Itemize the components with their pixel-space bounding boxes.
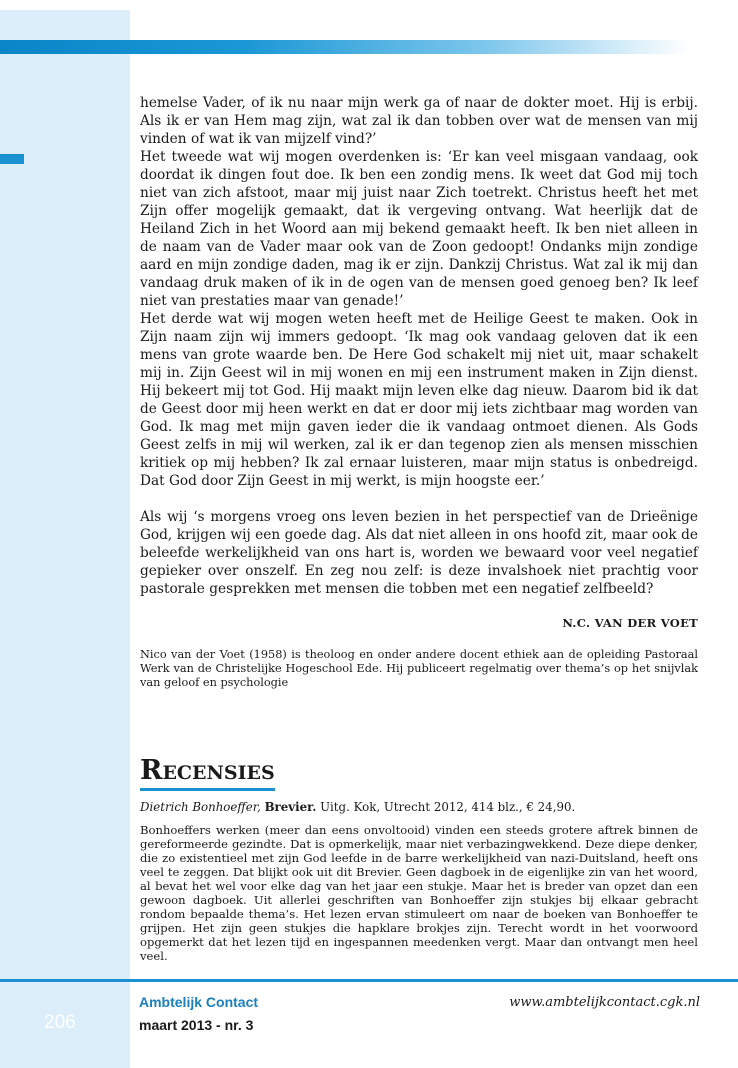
article-paragraph: Het tweede wat wij mogen overdenken is: ‘Er kan veel misgaan vandaag, ook doordat ik dingen fout doe. Ik ben een zondig mens. Ik weet dat God mij toch niet van zich afstoot, maar mij juist naar Zich toetrekt. Christus heeft het met Zijn offer mogelijk gemaakt, dat ik vergeving ontvang. Wat heerlijk dat de Heiland Zich in het Woord aan mij bekend gemaakt heeft. Ik ben niet alleen in de naam van de Vader maar ook van de Zoon gedoopt! Ondanks mijn zondige aard en mijn zondige daden, mag ik er zijn. Dankzij Christus. Wat zal ik mij dan vandaag druk maken of ik in de ogen van de mensen goed genoeg ben? Ik leef niet van prestaties maar van genade!’ — [140, 149, 698, 309]
sidebar-panel — [0, 10, 130, 1068]
book-details: Uitg. Kok, Utrecht 2012, 414 blz., € 24,90. — [320, 800, 576, 814]
book-reference — [140, 799, 698, 815]
footer-divider — [0, 979, 738, 982]
article-body — [140, 94, 698, 690]
reviews-section — [140, 754, 698, 963]
article-paragraph: Als wij ‘s morgens vroeg ons leven bezien in het perspectief van de Drieënige God, krijgen wij een goede dag. Als dat niet alleen in ons hoofd zit, maar ook de beleefde werkelijkheid van ons hart is, worden we bewaard voor veel negatief gepieker over onszelf. En zeg nou zelf: is deze invalshoek niet prachtig voor pastorale gesprekken met mensen die tobben met een negatief zelfbeeld? — [140, 509, 698, 597]
reviews-heading: Recensies — [140, 754, 275, 791]
book-title: Brevier. — [264, 800, 317, 814]
article-paragraph: hemelse Vader, of ik nu naar mijn werk ga of naar de dokter moet. Hij is erbij. Als ik er van Hem mag zijn, wat zal ik dan tobben over wat de mensen van mij vinden of wat ik van mijzelf vind?’ — [140, 95, 698, 147]
issue-label: maart 2013 - nr. 3 — [139, 1017, 254, 1033]
website-link[interactable]: www.ambtelijkcontact.cgk.nl — [509, 995, 700, 1010]
article-author: N.C. VAN DER VOET — [562, 616, 698, 630]
sidebar-marker — [0, 154, 24, 164]
review-text: Bonhoeffers werken (meer dan eens onvoltooid) vinden een steeds grotere aftrek binnen de gereformeerde gezindte. Dat is opmerkelijk, maar niet verbazingwekkend. Deze diepe denker, die zo existentieel met zijn God leefde in de barre werkelijkheid van nazi-Duitsland, heeft ons veel te zeggen. Dat blijkt ook uit dit Brevier. Geen dagboek in de eigenlijke zin van het woord, al bevat het wel voor elke dag van het jaar een stukje. Maar het is breder van opzet dan een gewoon dagboek. Uit allerlei geschriften van Bonhoeffer zijn stukjes bij elkaar gebracht rondom bepaalde thema’s. Het lezen ervan stimuleert om naar de boeken van Bonhoeffer te grijpen. Het zijn geen stukjes die hapklare brokjes zijn. Terecht wordt in het voorwoord opgemerkt dat het lezen tijd en ingespannen meedenken vergt. Maar dan ontvangt men heel veel. — [140, 823, 698, 963]
magazine-title: Ambtelijk Contact — [139, 994, 259, 1010]
book-author: Dietrich Bonhoeffer, — [140, 800, 261, 814]
article-paragraph: Het derde wat wij mogen weten heeft met de Heilige Geest te maken. Ook in Zijn naam zijn wij immers gedoopt. ‘Ik mag ook vandaag geloven dat ik een mens van grote waarde ben. De Here God schakelt mij niet uit, maar schakelt mij in. Zijn Geest wil in mij wonen en mij een instrument maken in Zijn dienst. Hij bekeert mij tot God. Hij maakt mijn leven elke dag nieuw. Daarom bid ik dat de Geest door mij heen werkt en dat er door mij iets zichtbaar mag worden van God. Ik mag met mijn gaven ieder die ik vandaag ontmoet dienen. Als Gods Geest zelfs in mij wil werken, zal ik er dan tegenop zien als mensen misschien kritiek op mij hebben? Ik zal ernaar luisteren, maar mijn status is onbedreigd. Dat God door Zijn Geest in mij werkt, is mijn hoogste eer.’ — [140, 311, 698, 489]
header-gradient-bar — [0, 40, 690, 54]
page-number: 206 — [44, 1012, 76, 1033]
author-bio: Nico van der Voet (1958) is theoloog en onder andere docent ethiek aan de opleiding Pastoraal Werk van de Christelijke Hogeschool Ede. Hij publiceert regelmatig over thema’s op het snijvlak van geloof en psychologie — [140, 648, 698, 689]
